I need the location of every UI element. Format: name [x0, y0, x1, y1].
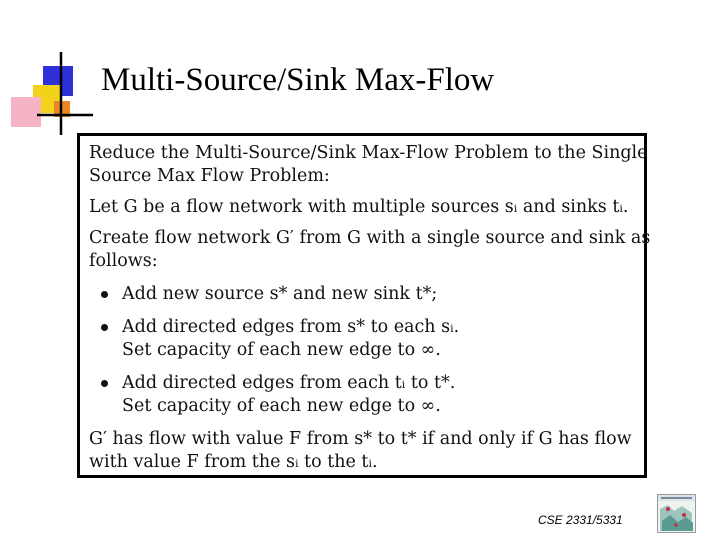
slide-title: Multi-Source/Sink Max-Flow — [101, 62, 495, 98]
paragraph-3-line-2: follows: — [89, 251, 158, 271]
paragraph-4-line-1: G′ has flow with value F from s* to t* if and only if G has flow — [89, 429, 632, 449]
corner-decoration-icon — [0, 0, 100, 140]
paragraph-1-line-1: Reduce the Multi-Source/Sink Max-Flow Problem to the Single — [89, 143, 648, 163]
paragraph-4-line-2: with value F from the sᵢ to the tᵢ. — [89, 452, 378, 472]
paragraph-3-line-1: Create flow network G′ from G with a single source and sink as — [89, 228, 651, 248]
content-box — [77, 133, 651, 478]
bullet-1-line-1: Add new source s* and new sink t*; — [122, 284, 438, 304]
bullet-3-line-1: Add directed edges from each tᵢ to t*. — [122, 373, 456, 393]
bullet-dot-icon — [101, 291, 108, 298]
bullet-3-line-2: Set capacity of each new edge to ∞. — [122, 396, 441, 416]
bullet-dot-icon — [101, 324, 108, 331]
paragraph-1-line-2: Source Max Flow Problem: — [89, 166, 330, 186]
paragraph-2: Let G be a flow network with multiple sources sᵢ and sinks tᵢ. — [89, 197, 629, 217]
bullet-2-line-1: Add directed edges from s* to each sᵢ. — [122, 317, 460, 337]
bullet-dot-icon — [101, 380, 108, 387]
bullet-2-line-2: Set capacity of each new edge to ∞. — [122, 340, 441, 360]
footer-course-code: CSE 2331/5331 — [538, 513, 623, 527]
university-logo-icon — [657, 494, 696, 533]
